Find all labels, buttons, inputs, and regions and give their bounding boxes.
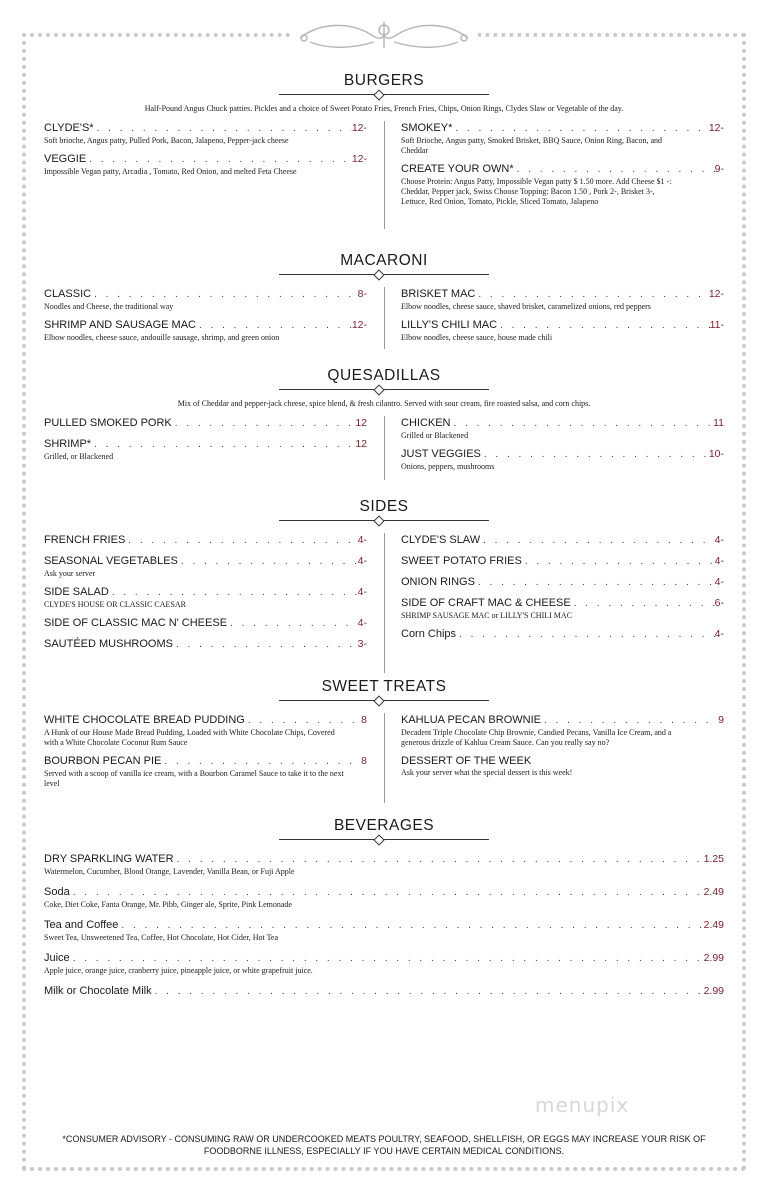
- item-name: BOURBON PECAN PIE: [44, 755, 162, 767]
- item-price: 4-: [714, 628, 724, 640]
- item-name: Milk or Chocolate Milk: [44, 985, 152, 997]
- item-price: 12-: [708, 122, 724, 134]
- item-name: Tea and Coffee: [44, 919, 119, 931]
- right-column: [401, 121, 724, 229]
- item-description: Soft Brioche, Angus patty, Smoked Brisket, BBQ Sauce, Onion Ring, Bacon, and Cheddar: [401, 136, 663, 155]
- item-name: SHRIMP*: [44, 438, 92, 450]
- item-description: Grilled or Blackened: [401, 431, 469, 440]
- menu-item: [44, 416, 367, 431]
- menu-item: [401, 754, 724, 778]
- item-description: Served with a scoop of vanilla ice cream, with a Bourbon Caramel Sauce to take it to the next level: [44, 769, 344, 788]
- menu-item: [401, 713, 724, 748]
- menu-item: [44, 318, 367, 343]
- item-price: 3-: [357, 638, 367, 650]
- menu-item: [44, 713, 367, 748]
- item-price: 8: [361, 755, 367, 767]
- menu-item: [44, 918, 724, 943]
- menu-item: [44, 152, 367, 177]
- item-name: CREATE YOUR OWN*: [401, 163, 514, 175]
- item-name: SIDE SALAD: [44, 586, 109, 598]
- column-divider: [384, 533, 385, 673]
- menu-item: [44, 616, 367, 631]
- item-name: DESSERT OF THE WEEK: [401, 755, 532, 767]
- left-column: [44, 287, 367, 349]
- item-price: 4-: [714, 576, 724, 588]
- menu-item: [44, 984, 724, 999]
- beverages-section: [44, 816, 724, 1005]
- item-name: JUST VEGGIES: [401, 448, 481, 460]
- flourish-ornament: [290, 18, 478, 54]
- item-description: Sweet Tea, Unsweetened Tea, Coffee, Hot Chocolate, Hot Cider, Hot Tea: [44, 933, 279, 942]
- item-price: 12-: [351, 122, 367, 134]
- item-description: Elbow noodles, cheese sauce, andouille sausage, shrimp, and green onion: [44, 333, 280, 342]
- consumer-advisory: *CONSUMER ADVISORY - CONSUMING RAW OR UNDERCOOKED MEATS POULTRY, SEAFOOD, SHELLFISH, OR EGGS MAY INCREASE YOUR RISK OF FOODBORNE ILLNESS, ESPECIALLY IF YOU HAVE CERTAIN MEDICAL CONDITIONS.: [62, 1134, 706, 1156]
- item-name: ONION RINGS: [401, 576, 475, 588]
- column-divider: [384, 416, 385, 480]
- section-title: BURGERS: [343, 72, 425, 89]
- sides-section: [44, 497, 724, 673]
- item-name: SHRIMP AND SAUSAGE MAC: [44, 319, 196, 331]
- item-name: Corn Chips: [401, 628, 457, 640]
- item-price: 12: [355, 417, 367, 429]
- item-price: 4-: [714, 534, 724, 546]
- column-divider: [384, 287, 385, 349]
- item-name: DRY SPARKLING WATER: [44, 853, 174, 865]
- section-title: MACARONI: [340, 252, 428, 269]
- item-price: 8-: [357, 288, 367, 300]
- item-description: Grilled, or Blackened: [44, 452, 114, 461]
- item-price: 12-: [351, 153, 367, 165]
- menu-item: [401, 596, 724, 621]
- section-intro: Mix of Cheddar and pepper-jack cheese, spice blend, & fresh cilantro. Served with sour cream, fire roasted salsa, and corn chips.: [177, 399, 591, 408]
- menu-item: [44, 754, 367, 789]
- item-name: CLYDE'S*: [44, 122, 94, 134]
- item-price: 8: [361, 714, 367, 726]
- menu-item: [44, 437, 367, 462]
- right-column: [401, 416, 724, 480]
- menu-item: [401, 318, 724, 343]
- menupix-watermark: menupix: [535, 1093, 630, 1117]
- item-name: Juice: [44, 952, 70, 964]
- menu-item: [44, 852, 724, 877]
- item-name: WHITE CHOCOLATE BREAD PUDDING: [44, 714, 245, 726]
- item-price: 12: [355, 438, 367, 450]
- section-intro: Half-Pound Angus Chuck patties. Pickles and a choice of Sweet Potato Fries, French Fries, Chips, Onion Rings, Clydes Slaw or Vegetable of the day.: [144, 104, 624, 113]
- menu-item: [44, 287, 367, 312]
- item-price: 4-: [714, 555, 724, 567]
- section-title: SWEET TREATS: [321, 678, 447, 695]
- section-divider: [279, 697, 489, 705]
- menu-item: [401, 533, 724, 548]
- section-divider: [279, 386, 489, 394]
- item-description: Ask your server what the special dessert is this week!: [401, 768, 573, 777]
- item-name: LILLY'S CHILI MAC: [401, 319, 498, 331]
- item-description: Noodles and Cheese, the traditional way: [44, 302, 174, 311]
- item-description: Watermelon, Cucumber, Blood Orange, Lavender, Vanilla Bean, or Fuji Apple: [44, 867, 295, 876]
- right-column: [401, 713, 724, 803]
- item-description: Apple juice, orange juice, cranberry juice, pineapple juice, or white grapefruit juice.: [44, 966, 313, 975]
- right-column: [401, 533, 724, 673]
- burgers-section: [44, 71, 724, 229]
- left-column: [44, 121, 367, 229]
- item-description: Onions, peppers, mushrooms: [401, 462, 495, 471]
- item-price: 12-: [351, 319, 367, 331]
- item-name: CLASSIC: [44, 288, 92, 300]
- item-name: PULLED SMOKED PORK: [44, 417, 172, 429]
- menu-item: [401, 162, 724, 207]
- menu-item: [401, 121, 724, 156]
- item-description: Coke, Diet Coke, Fanta Orange, Mr. Pibb, Ginger ale, Sprite, Pink Lemonade: [44, 900, 292, 909]
- item-price: 2.49: [703, 886, 724, 898]
- item-name: KAHLUA PECAN BROWNIE: [401, 714, 541, 726]
- item-name: SAUTÉED MUSHROOMS: [44, 638, 173, 650]
- item-name: SIDE OF CLASSIC MAC N' CHEESE: [44, 617, 228, 629]
- left-column: [44, 533, 367, 673]
- item-price: 10-: [708, 448, 724, 460]
- item-price: 6-: [714, 597, 724, 609]
- menu-item: [44, 533, 367, 548]
- item-description: CLYDE'S HOUSE OR CLASSIC CAESAR: [44, 600, 186, 609]
- sweet-treats-section: [44, 677, 724, 803]
- menu-item: [44, 121, 367, 146]
- item-price: 2.99: [703, 985, 724, 997]
- section-title: QUESADILLAS: [327, 367, 441, 384]
- menu-item: [44, 637, 367, 652]
- section-divider: [279, 517, 489, 525]
- item-name: SMOKEY*: [401, 122, 453, 134]
- item-description: Decadent Triple Chocolate Chip Brownie, Candied Pecans, Vanilla Ice Cream, and a generous drizzle of Kahlua Cream Sauce. Can you really say no?: [401, 728, 672, 747]
- item-name: VEGGIE: [44, 153, 87, 165]
- left-column: [44, 416, 367, 480]
- item-price: 12-: [708, 288, 724, 300]
- menu-item: [401, 627, 724, 642]
- item-price: 4-: [357, 586, 367, 598]
- item-description: Ask your server: [44, 569, 96, 578]
- item-description: SHRIMP SAUSAGE MAC or LILLY'S CHILI MAC: [401, 611, 573, 620]
- item-name: CHICKEN: [401, 417, 451, 429]
- item-description: Elbow noodles, cheese sauce, house made chili: [401, 333, 553, 342]
- item-price: 2.49: [703, 919, 724, 931]
- section-divider: [279, 836, 489, 844]
- left-column: [44, 713, 367, 803]
- item-name: SWEET POTATO FRIES: [401, 555, 522, 567]
- section-title: BEVERAGES: [333, 817, 435, 834]
- menu-item: [44, 951, 724, 976]
- item-description: Soft brioche, Angus patty, Pulled Pork, Bacon, Jalapeno, Pepper-jack cheese: [44, 136, 289, 145]
- column-divider: [384, 121, 385, 229]
- item-price: 4-: [357, 555, 367, 567]
- item-price: 4-: [357, 617, 367, 629]
- menu-item: [401, 575, 724, 590]
- item-name: FRENCH FRIES: [44, 534, 126, 546]
- item-price: 2.99: [703, 952, 724, 964]
- item-description: Choose Protein: Angus Patty, Impossible Vegan patty $ 1.50 more. Add Cheese $1 -: Cheddar, Pepper jack, Swiss Choose Topping: Bacon 1.50 , Pork 2-, Brisket 3-, Lettuce, Red Onion, Tomato, Pickle, Sliced Tomato, Jalapeno: [401, 177, 672, 206]
- menu-item: [401, 554, 724, 569]
- menu-item: [44, 585, 367, 610]
- item-name: CLYDE'S SLAW: [401, 534, 481, 546]
- menu-item: [401, 287, 724, 312]
- item-name: Soda: [44, 886, 70, 898]
- menu-item: [401, 416, 724, 441]
- column-divider: [384, 713, 385, 803]
- macaroni-section: [44, 251, 724, 349]
- menu-item: [401, 447, 724, 472]
- menu-item: [44, 554, 367, 579]
- item-name: BRISKET MAC: [401, 288, 476, 300]
- item-description: Elbow noodles, cheese sauce, shaved brisket, caramelized onions, red peppers: [401, 302, 651, 311]
- section-divider: [279, 271, 489, 279]
- item-name: SEASONAL VEGETABLES: [44, 555, 178, 567]
- right-column: [401, 287, 724, 349]
- section-title: SIDES: [359, 498, 409, 515]
- item-description: A Hunk of our House Made Bread Pudding, Loaded with White Chocolate Chips, Covered with a White Chocolate Coconut Rum Sauce: [44, 728, 335, 747]
- quesadillas-section: [44, 366, 724, 480]
- item-price: 4-: [357, 534, 367, 546]
- item-description: Impossible Vegan patty, Arcadia , Tomato, Red Onion, and melted Feta Cheese: [44, 167, 297, 176]
- item-name: SIDE OF CRAFT MAC & CHEESE: [401, 597, 571, 609]
- item-price: 9: [718, 714, 724, 726]
- menu-item: [44, 885, 724, 910]
- section-divider: [279, 91, 489, 99]
- item-price: 9-: [714, 163, 724, 175]
- item-price: 11: [713, 417, 724, 429]
- item-price: 1.25: [703, 853, 724, 865]
- item-price: 11-: [709, 319, 724, 331]
